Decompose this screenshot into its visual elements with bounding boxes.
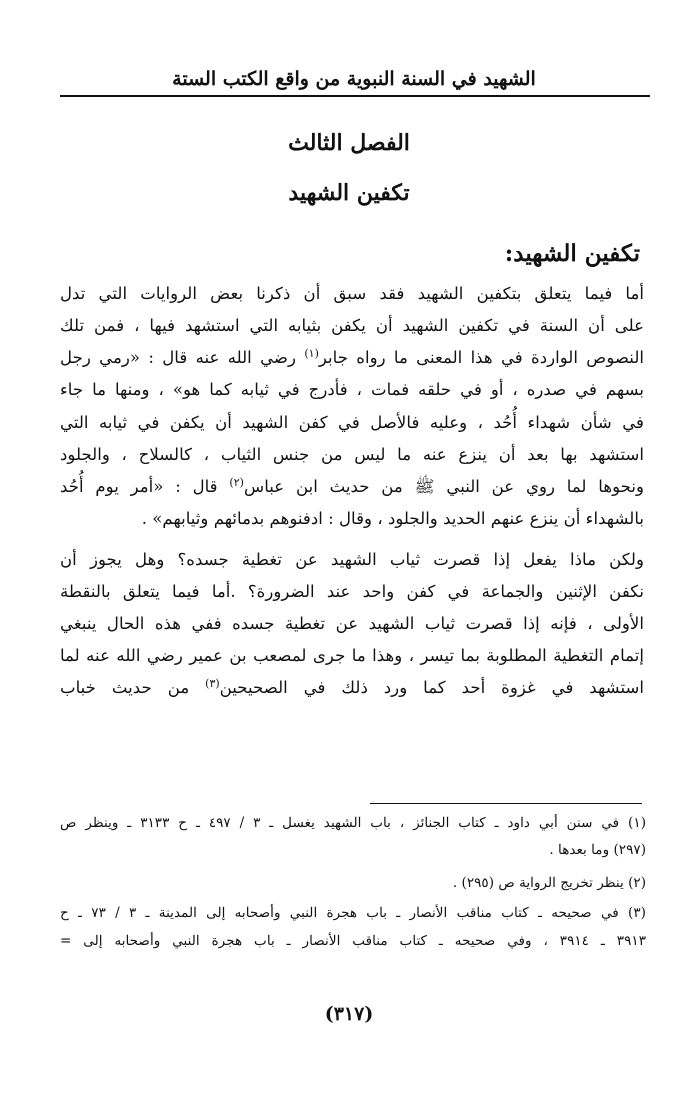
paragraph-1-line: على أن السنة في تكفين الشهيد أن يكفن بثيابه التي استشهد فيها ، فمن تلك [60,316,644,335]
footnote-2: (٢) ينظر تخريج الرواية ص (٢٩٥) . [452,875,646,891]
paragraph-1-line: بسهم في صدره ، أو في حلقه فمات ، فأدرج في ثيابه كما هو» ، ومنها ما جاء [60,380,644,399]
footnote-3-line: (٣) في صحيحه ـ كتاب مناقب الأنصار ـ باب هجرة النبي وأصحابه إلى المدينة ـ ٣ / ٧٣ ـ ح [60,905,646,921]
paragraph-2-line: ولكن ماذا يفعل إذا قصرت ثياب الشهيد عن تغطية جسده؟ وهل يجوز أن [60,550,644,569]
header-rule [60,95,650,97]
paragraph-1-line: في شأن شهداء أُحُد ، وعليه فالأصل في كفن الشهيد أن يكفن في ثيابه التي [60,413,644,432]
paragraph-1-line [60,346,644,372]
footnote-3-line: ٣٩١٣ ـ ٣٩١٤ ، وفي صحيحه ـ كتاب مناقب الأنصار ـ باب هجرة النبي وأصحابه إلى = [60,933,647,949]
footnote-rule [370,803,642,804]
page-number: (٣١٧) [324,1003,374,1025]
paragraph-1-line: استشهد بها بعد أن ينزع عنه ما ليس من جنس الثياب ، كالسلاح ، والجلود [60,445,644,464]
text-run: استشهد في غزوة أحد كما ورد ذلك في الصحيحين [219,678,644,697]
chapter-label: الفصل الثالث [288,130,410,156]
paragraph-2-line: إتمام التغطية المطلوبة بما تيسر ، وهذا ما جرى لمصعب بن عمير رضي الله عنه لما [60,646,644,665]
text-run: النصوص الواردة في هذا المعنى ما رواه جابر [318,348,644,367]
paragraph-1-line: أما فيما يتعلق بتكفين الشهيد فقد سبق أن ذكرنا بعض الروايات التي تدل [60,284,644,303]
footnote-ref: (١) [304,347,319,360]
text-run: ونحوها لما روي عن النبي ﷺ من حديث ابن عباس [243,477,644,496]
footnote-1-line: (١) في سنن أبي داود ـ كتاب الجنائز ، باب الشهيد يغسل ـ ٣ / ٤٩٧ ـ ح ٣١٣٣ ـ وينظر ص [60,815,646,831]
text-run: رضي الله عنه قال : «رمي رجل [60,348,297,367]
footnote-1-line: (٢٩٧) وما بعدها . [549,842,646,858]
running-header: الشهيد في السنة النبوية من واقع الكتب الستة [172,68,536,90]
paragraph-1-line: بالشهداء أن ينزع عنهم الحديد والجلود ، وقال : ادفنوهم بدمائهم وثيابهم» . [141,509,644,528]
footnote-ref: (٢) [229,476,244,489]
text-run: قال : «أمر يوم أُحُد [60,477,218,496]
paragraph-2-line: الأولى ، فإنه إذا قصرت ثياب الشهيد عن تغطية جسده ففي هذه الحال ينبغي [60,614,644,633]
chapter-title: تكفين الشهيد [288,180,410,206]
paragraph-2-line [60,676,644,702]
section-heading: تكفين الشهيد: [504,240,640,267]
text-run: من حديث خباب [60,678,190,697]
footnote-ref: (٣) [205,677,220,690]
paragraph-2-line: نكفن الإثنين والجماعة في كفن واحد عند الضرورة؟ .أما فيما يتعلق بالنقطة [60,582,644,601]
paragraph-1-line [60,475,644,501]
